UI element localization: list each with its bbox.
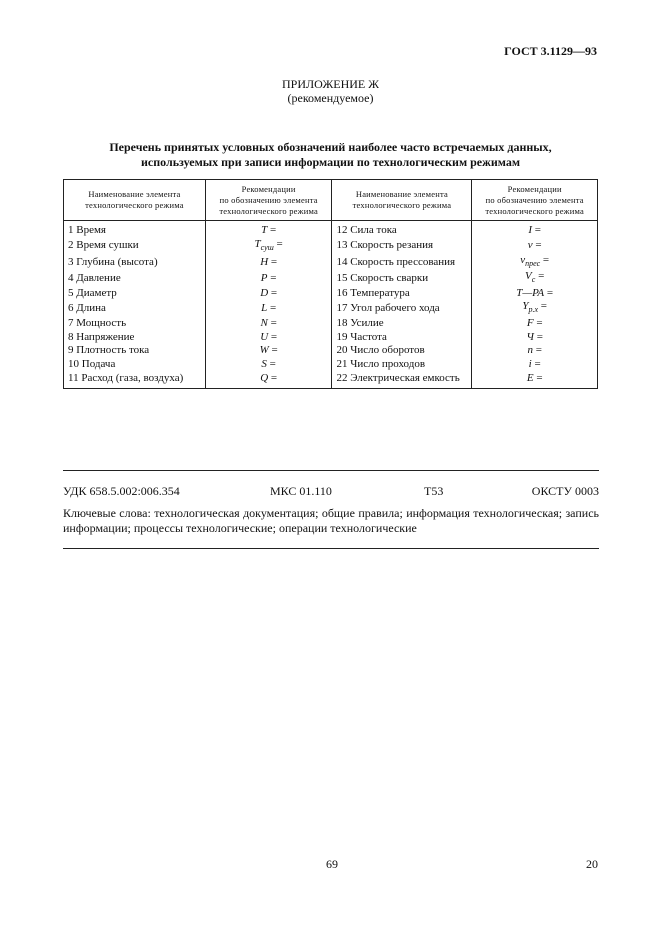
symbol-cell xyxy=(472,372,598,389)
symbol-letter: n xyxy=(527,344,533,357)
table-header-row xyxy=(64,180,598,221)
symbol-letter: v xyxy=(527,239,533,252)
name-cell: 21 Число проходов xyxy=(332,358,472,372)
equals-sign: = xyxy=(533,316,543,329)
symbol-letter: L xyxy=(261,301,268,314)
symbol-cell xyxy=(472,270,598,286)
category-code: Т53 xyxy=(424,484,444,498)
equals-sign: = xyxy=(532,239,542,252)
name-cell: 15 Скорость сварки xyxy=(332,270,472,286)
list-title-line-2: используемых при записи информации по технологическим режимам xyxy=(140,155,521,169)
name-cell: 12 Сила тока xyxy=(332,221,472,238)
symbol-cell xyxy=(205,254,332,270)
symbol-cell xyxy=(472,286,598,300)
mks-code: МКС 01.110 xyxy=(270,484,332,498)
appendix-subtitle: (рекомендуемое) xyxy=(287,91,374,105)
symbol-subscript: прес xyxy=(525,259,541,269)
symbol-subscript: c xyxy=(531,275,536,285)
equals-sign: = xyxy=(266,358,276,371)
equals-sign: = xyxy=(273,237,283,250)
equals-sign: = xyxy=(532,224,541,237)
symbols-table xyxy=(63,179,598,389)
name-cell: 1 Время xyxy=(64,221,206,238)
equals-sign: = xyxy=(540,253,550,266)
symbol-cell xyxy=(205,221,332,238)
table-body xyxy=(64,221,598,389)
okstu-code: ОКСТУ 0003 xyxy=(531,484,599,498)
table-row xyxy=(64,286,598,300)
name-cell: 18 Усилие xyxy=(332,316,472,330)
symbol-letter: U xyxy=(260,330,269,343)
table-row xyxy=(64,316,598,330)
equals-sign: = xyxy=(268,255,278,268)
symbol-cell xyxy=(472,300,598,316)
name-cell: 8 Напряжение xyxy=(64,330,206,344)
symbol-cell xyxy=(205,270,332,286)
symbol-letter: D xyxy=(260,286,269,299)
symbol-cell xyxy=(472,316,598,330)
appendix-heading xyxy=(0,77,661,105)
symbol-cell xyxy=(205,372,332,389)
symbol-subscript: р.х xyxy=(528,305,539,315)
table-row xyxy=(64,238,598,254)
symbol-letter: H xyxy=(260,255,269,268)
name-cell: 22 Электрическая емкость xyxy=(332,372,472,389)
symbol-cell xyxy=(472,221,598,238)
name-cell: 16 Температура xyxy=(332,286,472,300)
equals-sign: = xyxy=(532,344,542,357)
name-cell: 13 Скорость резания xyxy=(332,238,472,254)
name-cell: 19 Частота xyxy=(332,330,472,344)
header-symbol-left: Рекомендации по обозначению элемента технологического режима xyxy=(205,180,332,221)
symbol-letter: F xyxy=(526,316,534,329)
equals-sign: = xyxy=(268,371,278,384)
divider-top xyxy=(63,470,599,471)
table-row xyxy=(64,300,598,316)
symbol-cell xyxy=(205,330,332,344)
symbol-letter: Y xyxy=(522,300,529,313)
symbol-letter: Q xyxy=(260,371,269,384)
table-row xyxy=(64,344,598,358)
page-number-right: 20 xyxy=(586,857,598,871)
table-row xyxy=(64,358,598,372)
list-title-line-1: Перечень принятых условных обозначений наиболее часто встречаемых данных, xyxy=(109,140,552,154)
name-cell: 17 Угол рабочего хода xyxy=(332,300,472,316)
name-cell: 5 Диаметр xyxy=(64,286,206,300)
name-cell: 9 Плотность тока xyxy=(64,344,206,358)
symbol-cell xyxy=(205,344,332,358)
table-row xyxy=(64,330,598,344)
symbol-cell xyxy=(472,238,598,254)
equals-sign: = xyxy=(535,270,545,283)
symbol-cell xyxy=(205,300,332,316)
symbol-letter: P xyxy=(260,271,268,284)
symbol-letter: S xyxy=(261,358,267,371)
udk-code: УДК 658.5.002:006.354 xyxy=(63,484,180,498)
symbol-cell xyxy=(205,358,332,372)
symbol-letter: E xyxy=(526,371,534,384)
header-name-right: Наименование элемента технологического режима xyxy=(332,180,472,221)
table-row xyxy=(64,221,598,238)
symbol-letter: i xyxy=(528,358,532,371)
symbol-letter: V xyxy=(525,270,532,283)
symbol-letter: W xyxy=(259,344,269,357)
equals-sign: = xyxy=(267,301,277,314)
equals-sign: = xyxy=(267,224,277,237)
symbol-cell xyxy=(205,286,332,300)
keywords: Ключевые слова: технологическая документация; общие правила; информация технологическая; запись информации; процессы технологические; операции технологические xyxy=(63,506,599,535)
name-cell: 7 Мощность xyxy=(64,316,206,330)
name-cell: 6 Длина xyxy=(64,300,206,316)
name-cell: 10 Подача xyxy=(64,358,206,372)
symbol-cell xyxy=(472,358,598,372)
name-cell: 11 Расход (газа, воздуха) xyxy=(64,372,206,389)
equals-sign: = xyxy=(268,344,278,357)
table-row xyxy=(64,254,598,270)
equals-sign: = xyxy=(267,271,277,284)
symbol-cell xyxy=(205,316,332,330)
symbol-cell xyxy=(472,330,598,344)
name-cell: 20 Число оборотов xyxy=(332,344,472,358)
symbol-letter: T—PA xyxy=(516,286,545,299)
document-code: ГОСТ 3.1129—93 xyxy=(504,44,597,58)
symbol-letter: N xyxy=(260,316,268,329)
symbol-letter: T xyxy=(254,237,261,250)
symbol-subscript: суш xyxy=(260,242,274,252)
page-number-center: 69 xyxy=(326,857,338,871)
symbol-letter: T xyxy=(261,224,268,237)
equals-sign: = xyxy=(533,371,543,384)
equals-sign: = xyxy=(267,316,277,329)
symbol-letter: I xyxy=(528,224,533,237)
appendix-title: ПРИЛОЖЕНИЕ Ж xyxy=(281,77,379,91)
equals-sign: = xyxy=(268,286,278,299)
header-name-left: Наименование элемента технологического режима xyxy=(64,180,206,221)
equals-sign: = xyxy=(531,358,541,371)
name-cell: 14 Скорость прессования xyxy=(332,254,472,270)
symbol-cell xyxy=(472,254,598,270)
symbol-letter: v xyxy=(520,253,526,266)
divider-bottom xyxy=(63,548,599,549)
name-cell: 2 Время сушки xyxy=(64,238,206,254)
name-cell: 4 Давление xyxy=(64,270,206,286)
symbol-cell xyxy=(205,238,332,254)
symbol-cell xyxy=(472,344,598,358)
equals-sign: = xyxy=(538,300,548,313)
table-row xyxy=(64,372,598,389)
header-symbol-right: Рекомендации по обозначению элемента технологического режима xyxy=(472,180,598,221)
list-title xyxy=(0,140,661,170)
equals-sign: = xyxy=(268,330,278,343)
table-row xyxy=(64,270,598,286)
symbol-letter: Ч xyxy=(526,330,534,343)
equals-sign: = xyxy=(534,330,543,343)
name-cell: 3 Глубина (высота) xyxy=(64,254,206,270)
equals-sign: = xyxy=(544,286,554,299)
